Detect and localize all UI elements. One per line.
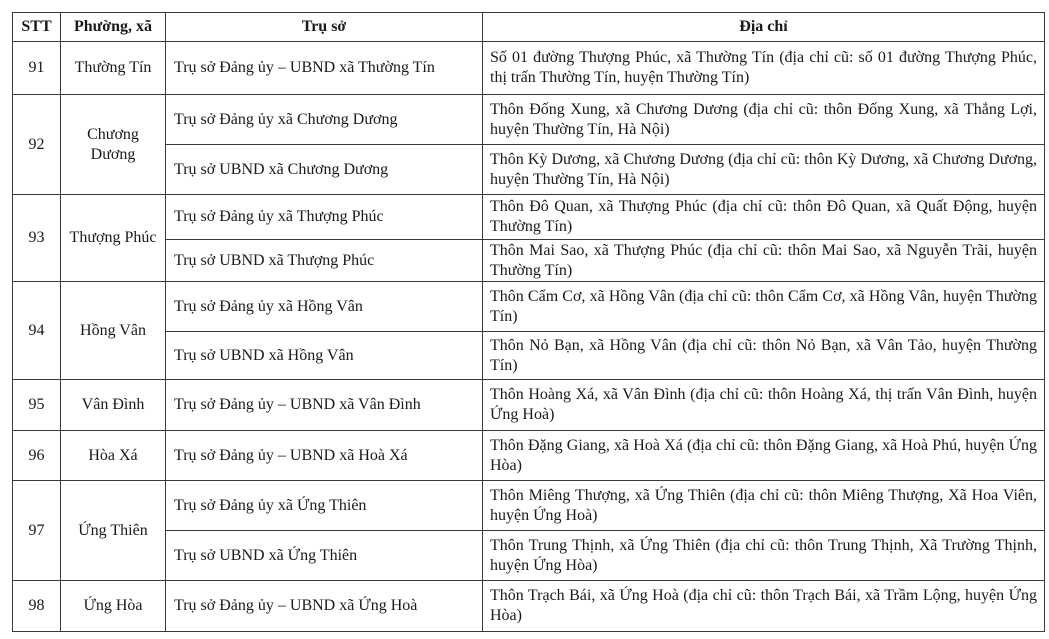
address-cell: Thôn Nỏ Bạn, xã Hồng Vân (địa chỉ cũ: thôn Nỏ Bạn, xã Vân Tảo, huyện Thường Tín) [483, 332, 1045, 380]
table-row [13, 282, 1045, 332]
headquarters-cell: Trụ sở UBND xã Hồng Vân [166, 332, 483, 380]
table-row [13, 581, 1045, 632]
stt-cell: 98 [13, 581, 61, 632]
headquarters-cell: Trụ sở Đảng ủy xã Hồng Vân [166, 282, 483, 332]
header-address: Địa chỉ [483, 13, 1045, 42]
address-cell: Thôn Cẩm Cơ, xã Hồng Vân (địa chỉ cũ: thôn Cẩm Cơ, xã Hồng Vân, huyện Thường Tín) [483, 282, 1045, 332]
address-cell: Thôn Đống Xung, xã Chương Dương (địa chỉ cũ: thôn Đống Xung, xã Thắng Lợi, huyện Thường Tín, Hà Nội) [483, 95, 1045, 145]
table-row [13, 531, 1045, 581]
headquarters-cell: Trụ sở Đảng ủy – UBND xã Thường Tín [166, 42, 483, 95]
stt-cell: 95 [13, 380, 61, 431]
ward-cell: Vân Đình [61, 380, 166, 431]
address-cell: Thôn Trung Thịnh, xã Ứng Thiên (địa chỉ cũ: thôn Trung Thịnh, Xã Trường Thịnh, huyện Ứng Hòa) [483, 531, 1045, 581]
header-stt: STT [13, 13, 61, 42]
headquarters-cell: Trụ sở Đảng ủy – UBND xã Hoà Xá [166, 431, 483, 481]
address-cell: Thôn Đô Quan, xã Thượng Phúc (địa chỉ cũ: thôn Đô Quan, xã Quất Động, huyện Thường Tín) [483, 195, 1045, 240]
ward-cell: Hồng Vân [61, 282, 166, 380]
ward-cell: Hòa Xá [61, 431, 166, 481]
headquarters-cell: Trụ sở Đảng ủy xã Thượng Phúc [166, 195, 483, 240]
header-ward: Phường, xã [61, 13, 166, 42]
headquarters-cell: Trụ sở Đảng ủy xã Chương Dương [166, 95, 483, 145]
ward-cell: Thường Tín [61, 42, 166, 95]
headquarters-cell: Trụ sở Đảng ủy xã Ứng Thiên [166, 481, 483, 531]
header-headquarters: Trụ sở [166, 13, 483, 42]
address-cell: Số 01 đường Thượng Phúc, xã Thường Tín (địa chỉ cũ: số 01 đường Thượng Phúc, thị trấn Thường Tín, huyện Thường Tín) [483, 42, 1045, 95]
headquarters-table [12, 12, 1045, 632]
stt-cell: 96 [13, 431, 61, 481]
table-row [13, 42, 1045, 95]
table-row [13, 332, 1045, 380]
headquarters-cell: Trụ sở Đảng ủy – UBND xã Vân Đình [166, 380, 483, 431]
stt-cell: 93 [13, 195, 61, 282]
address-cell: Thôn Kỳ Dương, xã Chương Dương (địa chỉ cũ: thôn Kỳ Dương, xã Chương Dương, huyện Thường Tín, Hà Nội) [483, 145, 1045, 195]
table-row [13, 240, 1045, 282]
headquarters-cell: Trụ sở UBND xã Ứng Thiên [166, 531, 483, 581]
address-cell: Thôn Đặng Giang, xã Hoà Xá (địa chỉ cũ: thôn Đặng Giang, xã Hoà Phú, huyện Ứng Hòa) [483, 431, 1045, 481]
table-header-row [13, 13, 1045, 42]
headquarters-cell: Trụ sở UBND xã Thượng Phúc [166, 240, 483, 282]
address-cell: Thôn Trạch Bái, xã Ứng Hoà (địa chỉ cũ: thôn Trạch Bái, xã Trầm Lộng, huyện Ứng Hòa) [483, 581, 1045, 632]
stt-cell: 91 [13, 42, 61, 95]
ward-cell: Ứng Thiên [61, 481, 166, 581]
stt-cell: 97 [13, 481, 61, 581]
ward-cell: Thượng Phúc [61, 195, 166, 282]
table-row [13, 380, 1045, 431]
table-row [13, 481, 1045, 531]
table-row [13, 431, 1045, 481]
headquarters-cell: Trụ sở Đảng ủy – UBND xã Ứng Hoà [166, 581, 483, 632]
address-cell: Thôn Miêng Thượng, xã Ứng Thiên (địa chỉ cũ: thôn Miêng Thượng, Xã Hoa Viên, huyện Ứng Hoà) [483, 481, 1045, 531]
headquarters-cell: Trụ sở UBND xã Chương Dương [166, 145, 483, 195]
stt-cell: 92 [13, 95, 61, 195]
address-cell: Thôn Mai Sao, xã Thượng Phúc (địa chỉ cũ: thôn Mai Sao, xã Nguyễn Trãi, huyện Thường Tín) [483, 240, 1045, 282]
stt-cell: 94 [13, 282, 61, 380]
table-row [13, 95, 1045, 145]
ward-cell: Ứng Hòa [61, 581, 166, 632]
table-row [13, 145, 1045, 195]
table-row [13, 195, 1045, 240]
ward-cell: Chương Dương [61, 95, 166, 195]
address-cell: Thôn Hoàng Xá, xã Vân Đình (địa chỉ cũ: thôn Hoàng Xá, thị trấn Vân Đình, huyện Ứng Hoà) [483, 380, 1045, 431]
